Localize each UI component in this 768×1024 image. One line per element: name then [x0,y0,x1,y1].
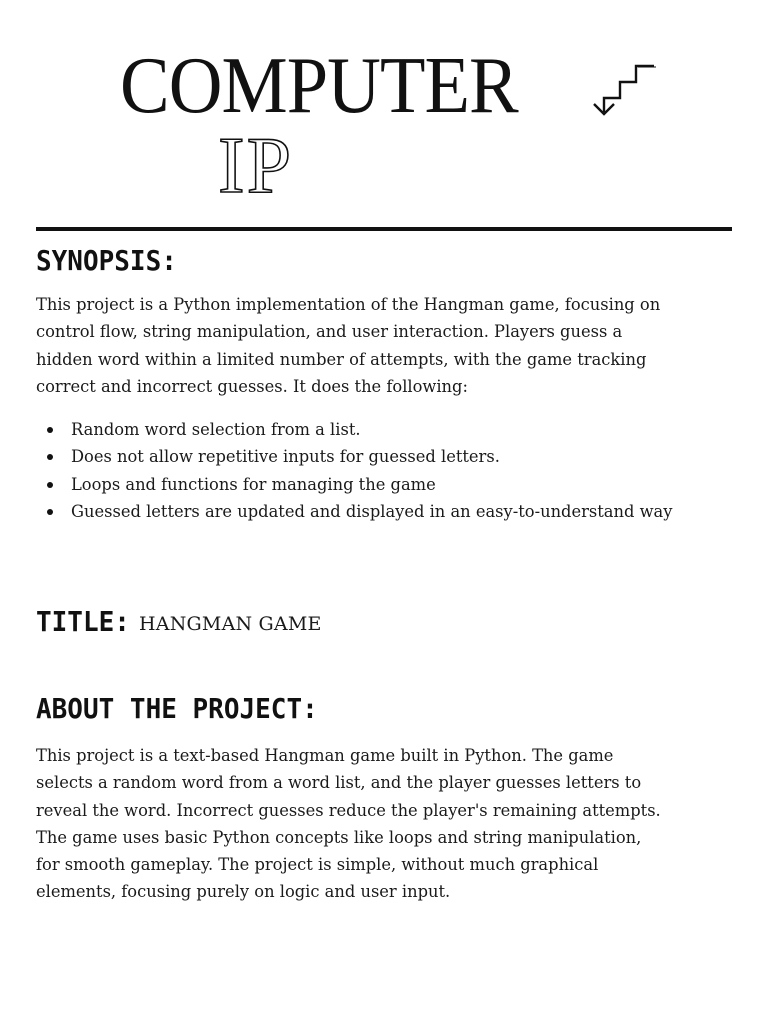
divider [36,227,732,231]
bullet-icon [47,482,53,488]
synopsis-line: hidden word within a limited number of attempts, with the game tracking [36,349,647,369]
list-item-text: Random word selection from a list. [71,420,361,439]
list-item-text: Does not allow repetitive inputs for guessed letters. [71,447,500,467]
synopsis-line: control flow, string manipulation, and user interaction. Players guess a [36,322,623,342]
about-heading: ABOUT THE PROJECT: [36,694,318,726]
list-item [36,471,726,498]
bullet-icon [47,427,53,433]
about-line: The game uses basic Python concepts like loops and string manipulation, [36,827,642,847]
list-item [36,443,726,470]
stairs-arrow-icon [590,62,660,120]
synopsis-line: correct and incorrect guesses. It does the following: [36,376,468,396]
list-item [36,498,726,525]
about-line: reveal the word. Incorrect guesses reduce the player's remaining attempts. [36,800,661,820]
page-title: COMPUTER [120,42,518,130]
project-title: HANGMAN GAME [139,613,322,635]
about-line: elements, focusing purely on logic and user input. [36,882,451,902]
bullet-icon [47,509,53,515]
about-line: for smooth gameplay. The project is simple, without much graphical [36,855,599,875]
list-item [36,416,726,443]
feature-list [36,416,726,525]
title-row [36,607,322,637]
page-subtitle: IP [218,122,294,210]
synopsis-heading: SYNOPSIS: [36,246,177,278]
title-label: TITLE: [36,607,130,639]
list-item-text: Loops and functions for managing the game [71,474,436,494]
bullet-icon [47,454,53,460]
about-paragraph [36,742,736,906]
list-item-text: Guessed letters are updated and displayed in an easy-to-understand way [71,501,673,521]
synopsis-paragraph [36,291,736,400]
synopsis-line: This project is a Python implementation of the Hangman game, focusing on [36,295,661,314]
about-line: This project is a text-based Hangman game built in Python. The game [36,746,614,765]
about-line: selects a random word from a word list, and the player guesses letters to [36,773,642,793]
